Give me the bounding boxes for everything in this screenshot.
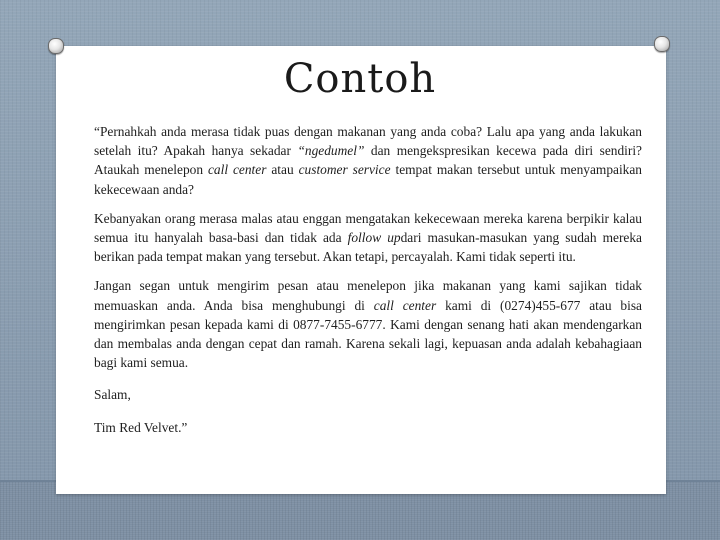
letter-body: [94, 122, 642, 447]
paragraph-1-italic-customer-service: customer service: [298, 162, 391, 178]
paragraph-1-text-g: tempat makan tersebut untuk menyampaikan kekecewaan anda?: [94, 162, 643, 197]
paragraph-3: [94, 276, 642, 372]
slide-title: Contoh: [283, 56, 437, 102]
paragraph-2-italic-follow-up: follow up: [347, 230, 401, 246]
pin-right-icon: [654, 36, 670, 52]
paragraph-1: [94, 122, 642, 199]
paragraph-1-italic-call-center: call center: [207, 162, 267, 178]
paragraph-3-italic-call-center: call center: [373, 297, 437, 313]
signature: Tim Red Velvet.”: [94, 419, 188, 435]
paragraph-2: [94, 209, 642, 267]
paragraph-1-text-c: dan mengekspresikan kecewa pada diri sendiri? Ataukah menelepon: [94, 143, 642, 178]
paragraph-1-italic-ngedumel: “ngedumel”: [297, 143, 365, 159]
paragraph-1-text-e: atau: [266, 162, 299, 178]
paragraph-3-text-c: kami di (0274)455-677 atau bisa mengirimkan pesan kepada kami di 0877-7455-6777. Kami dengan senang hati akan mendengarkan dan membalas anda dengan cepat dan ramah. Karena sekali lagi, kepuasan anda adalah kebahagiaan bagi kami semua.: [94, 297, 642, 371]
paragraph-3-text-a: Jangan segan untuk mengirim pesan atau menelepon jika makanan yang kami sajikan tidak memuaskan anda. Anda bisa menghubungi di: [94, 278, 642, 313]
paragraph-1-text-a: “Pernahkah anda merasa tidak puas dengan makanan yang anda coba? Lalu apa yang anda lakukan setelah itu? Apakah hanya sekadar: [94, 124, 642, 159]
closing: Salam,: [94, 387, 131, 403]
pin-left-icon: [48, 38, 64, 54]
paragraph-2-text-c: dari masukan-masukan yang sudah mereka berikan pada tempat makan yang tersebut. Akan tetapi, percayalah. Kami tidak seperti itu.: [94, 230, 642, 265]
paragraph-2-text-a: Kebanyakan orang merasa malas atau enggan mengatakan kekecewaan mereka karena berpikir kalau semua itu hanyalah basa-basi dan tidak ada: [94, 210, 642, 246]
